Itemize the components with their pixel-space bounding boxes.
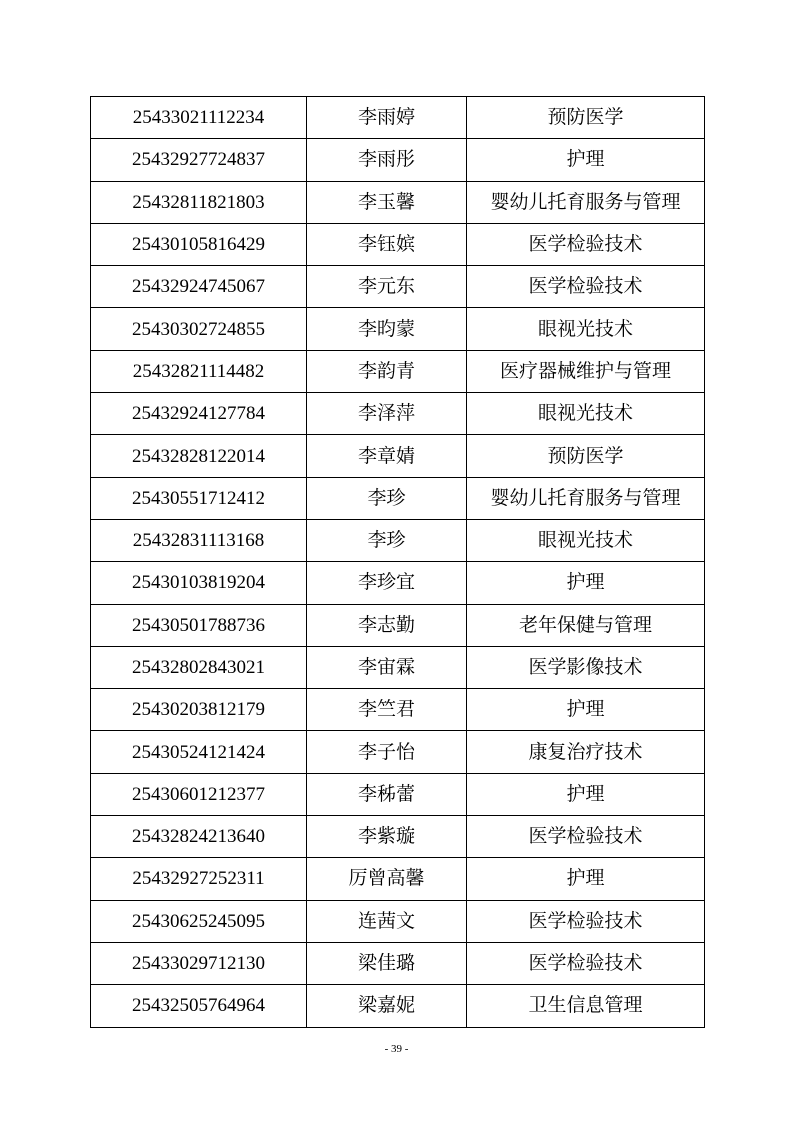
table-row bbox=[91, 562, 705, 604]
table-row bbox=[91, 689, 705, 731]
candidate-id-cell: 25430601212377 bbox=[91, 773, 307, 815]
table-row bbox=[91, 477, 705, 519]
student-name-cell: 李雨婷 bbox=[307, 97, 467, 139]
candidate-id-cell: 25432924745067 bbox=[91, 266, 307, 308]
student-name-cell: 梁嘉妮 bbox=[307, 985, 467, 1027]
table-row bbox=[91, 646, 705, 688]
student-name-cell: 李泽萍 bbox=[307, 393, 467, 435]
candidate-id-cell: 25432924127784 bbox=[91, 393, 307, 435]
candidate-id-cell: 25433029712130 bbox=[91, 942, 307, 984]
candidate-id-cell: 25432505764964 bbox=[91, 985, 307, 1027]
candidate-id-cell: 25433021112234 bbox=[91, 97, 307, 139]
major-cell: 婴幼儿托育服务与管理 bbox=[467, 477, 705, 519]
student-name-cell: 连茜文 bbox=[307, 900, 467, 942]
candidate-id-cell: 25430105816429 bbox=[91, 223, 307, 265]
page-number: - 39 - bbox=[384, 1043, 409, 1055]
major-cell: 眼视光技术 bbox=[467, 519, 705, 561]
major-cell: 护理 bbox=[467, 562, 705, 604]
table-row bbox=[91, 435, 705, 477]
candidate-id-cell: 25432831113168 bbox=[91, 519, 307, 561]
candidate-id-cell: 25430625245095 bbox=[91, 900, 307, 942]
table-row bbox=[91, 773, 705, 815]
candidate-id-cell: 25432802843021 bbox=[91, 646, 307, 688]
student-roster-table bbox=[90, 96, 705, 1028]
student-name-cell: 李竺君 bbox=[307, 689, 467, 731]
major-cell: 婴幼儿托育服务与管理 bbox=[467, 181, 705, 223]
student-name-cell: 李珍 bbox=[307, 477, 467, 519]
student-name-cell: 李雨彤 bbox=[307, 139, 467, 181]
student-name-cell: 李钰嫔 bbox=[307, 223, 467, 265]
major-cell: 医学检验技术 bbox=[467, 900, 705, 942]
candidate-id-cell: 25432828122014 bbox=[91, 435, 307, 477]
major-cell: 眼视光技术 bbox=[467, 393, 705, 435]
table-row bbox=[91, 97, 705, 139]
major-cell: 医学影像技术 bbox=[467, 646, 705, 688]
table-row bbox=[91, 942, 705, 984]
major-cell: 卫生信息管理 bbox=[467, 985, 705, 1027]
candidate-id-cell: 25430501788736 bbox=[91, 604, 307, 646]
table-row bbox=[91, 308, 705, 350]
table-row bbox=[91, 223, 705, 265]
table-row bbox=[91, 393, 705, 435]
table-row bbox=[91, 985, 705, 1027]
major-cell: 老年保健与管理 bbox=[467, 604, 705, 646]
table-row bbox=[91, 519, 705, 561]
major-cell: 护理 bbox=[467, 139, 705, 181]
student-name-cell: 李珍 bbox=[307, 519, 467, 561]
candidate-id-cell: 25432821114482 bbox=[91, 350, 307, 392]
major-cell: 医疗器械维护与管理 bbox=[467, 350, 705, 392]
major-cell: 康复治疗技术 bbox=[467, 731, 705, 773]
candidate-id-cell: 25430551712412 bbox=[91, 477, 307, 519]
table-row bbox=[91, 266, 705, 308]
student-name-cell: 李秭蕾 bbox=[307, 773, 467, 815]
table-row bbox=[91, 858, 705, 900]
major-cell: 眼视光技术 bbox=[467, 308, 705, 350]
student-name-cell: 厉曾高馨 bbox=[307, 858, 467, 900]
candidate-id-cell: 25432927724837 bbox=[91, 139, 307, 181]
student-name-cell: 李宙霖 bbox=[307, 646, 467, 688]
student-name-cell: 李韵青 bbox=[307, 350, 467, 392]
table-row bbox=[91, 604, 705, 646]
student-name-cell: 李珍宜 bbox=[307, 562, 467, 604]
major-cell: 预防医学 bbox=[467, 97, 705, 139]
major-cell: 护理 bbox=[467, 689, 705, 731]
candidate-id-cell: 25430524121424 bbox=[91, 731, 307, 773]
student-name-cell: 李紫璇 bbox=[307, 816, 467, 858]
major-cell: 医学检验技术 bbox=[467, 942, 705, 984]
table-row bbox=[91, 816, 705, 858]
table-row bbox=[91, 900, 705, 942]
candidate-id-cell: 25430203812179 bbox=[91, 689, 307, 731]
student-name-cell: 李章婧 bbox=[307, 435, 467, 477]
candidate-id-cell: 25430103819204 bbox=[91, 562, 307, 604]
candidate-id-cell: 25432927252311 bbox=[91, 858, 307, 900]
student-name-cell: 李子怡 bbox=[307, 731, 467, 773]
candidate-id-cell: 25432811821803 bbox=[91, 181, 307, 223]
student-name-cell: 李志勤 bbox=[307, 604, 467, 646]
roster-table-body bbox=[91, 97, 705, 1028]
candidate-id-cell: 25432824213640 bbox=[91, 816, 307, 858]
major-cell: 护理 bbox=[467, 858, 705, 900]
student-name-cell: 李玉馨 bbox=[307, 181, 467, 223]
table-row bbox=[91, 139, 705, 181]
table-row bbox=[91, 181, 705, 223]
student-name-cell: 梁佳璐 bbox=[307, 942, 467, 984]
student-name-cell: 李元东 bbox=[307, 266, 467, 308]
major-cell: 预防医学 bbox=[467, 435, 705, 477]
table-row bbox=[91, 350, 705, 392]
table-row bbox=[91, 731, 705, 773]
major-cell: 医学检验技术 bbox=[467, 223, 705, 265]
candidate-id-cell: 25430302724855 bbox=[91, 308, 307, 350]
major-cell: 护理 bbox=[467, 773, 705, 815]
major-cell: 医学检验技术 bbox=[467, 816, 705, 858]
student-name-cell: 李昀蒙 bbox=[307, 308, 467, 350]
major-cell: 医学检验技术 bbox=[467, 266, 705, 308]
